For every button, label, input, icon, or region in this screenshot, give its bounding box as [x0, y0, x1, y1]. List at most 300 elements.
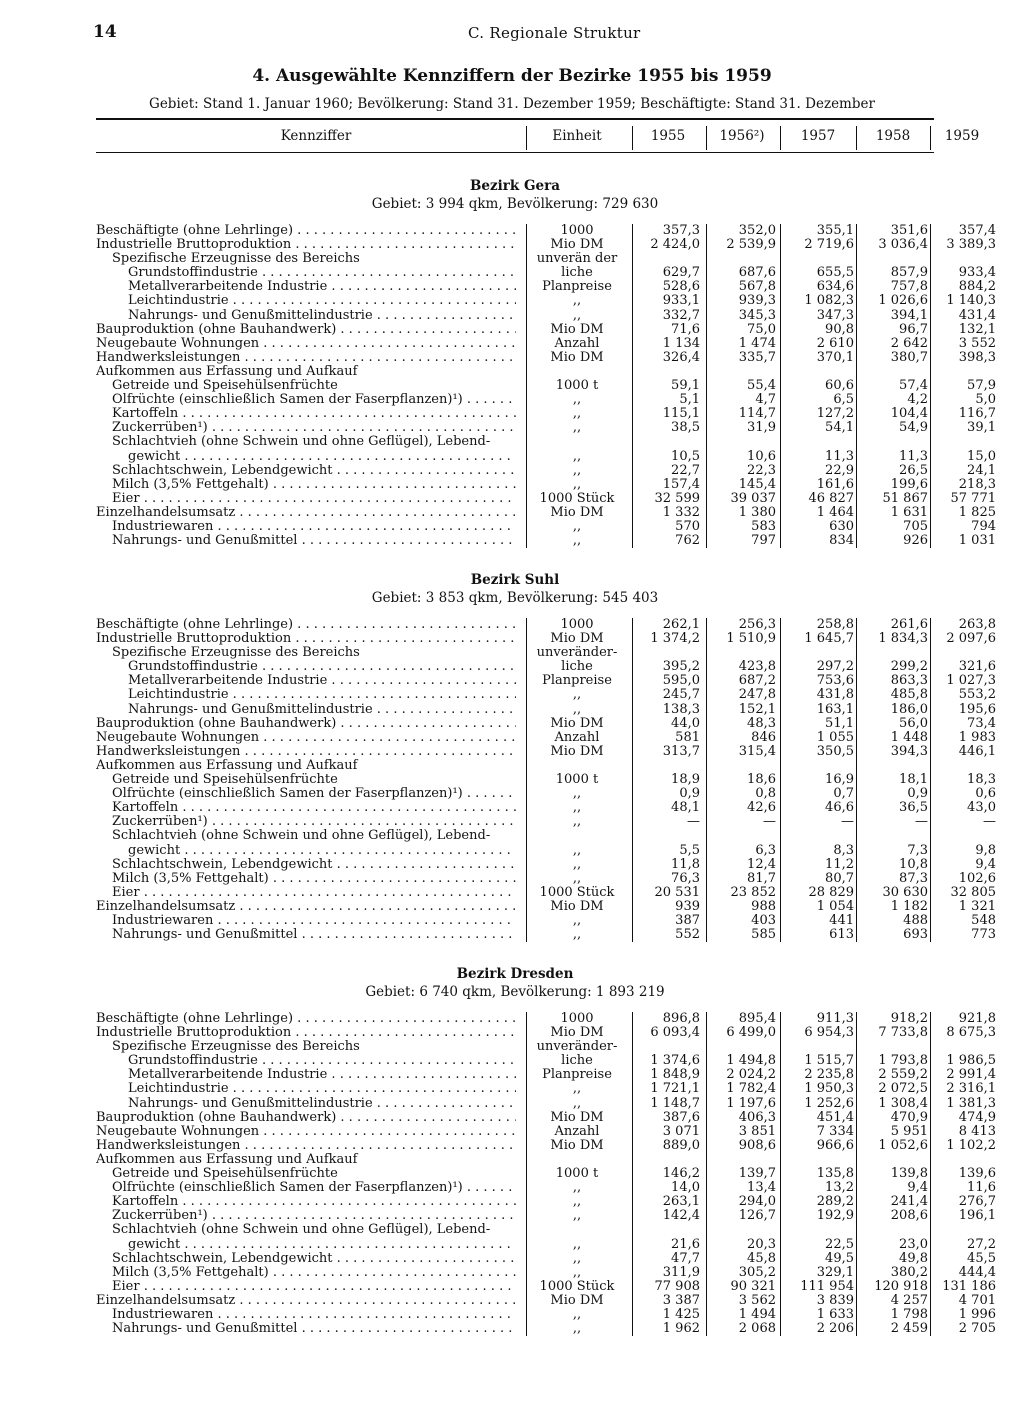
row-value-1958: 261,6	[890, 617, 928, 632]
row-value-1959: 446,1	[958, 743, 996, 759]
row-value-1956: 988	[751, 898, 776, 914]
row-value-1955: 1 721,1	[650, 1081, 700, 1097]
row-value-1959: 1 102,2	[946, 1137, 996, 1153]
row-label: Getreide und Speisehülsenfrüchte	[112, 1167, 338, 1182]
table-row	[96, 476, 996, 492]
row-value-1955: 896,8	[662, 1011, 700, 1026]
row-value-1959: 2 991,4	[946, 1067, 996, 1083]
row-value-1958: 863,3	[890, 673, 928, 689]
table-row	[96, 646, 934, 660]
col-separator	[706, 1012, 707, 1336]
row-value-1955: 44,0	[671, 715, 700, 731]
table-row	[96, 237, 996, 253]
district-name: Bezirk Gera	[470, 178, 560, 194]
col-separator	[780, 126, 781, 150]
row-value-1957: 60,6	[825, 378, 854, 394]
row-value-1956: 81,7	[747, 870, 776, 886]
row-label: Nahrungs- und Genußmittel . . .	[96, 534, 516, 548]
col-separator	[780, 618, 781, 942]
table-row	[96, 1250, 996, 1266]
row-unit: Mio DM	[550, 349, 604, 365]
row-value-1959: 1 381,3	[946, 1095, 996, 1111]
row-value-1959: 27,2	[967, 1236, 996, 1252]
row-value-1956: 3 851	[738, 1123, 776, 1139]
row-value-1956: —	[763, 814, 776, 830]
row-label: Industriewaren . . .	[96, 914, 516, 928]
row-label: Milch (3,5% Fettgehalt) . . .	[96, 872, 516, 886]
row-label: Nahrungs- und Genußmittelindustrie . . .	[96, 1097, 516, 1111]
row-value-1958: 926	[903, 533, 928, 549]
table-row	[96, 659, 996, 675]
row-value-1955: 22,7	[671, 462, 700, 478]
row-value-1956: 687,6	[738, 265, 776, 281]
row-label: Schlachtvieh (ohne Schwein und ohne Geflügel), Lebend-	[112, 435, 491, 450]
col-separator	[706, 126, 707, 150]
row-value-1956: 2 068	[738, 1321, 776, 1337]
table-row	[96, 265, 996, 281]
row-value-1958: 380,2	[890, 1264, 928, 1280]
row-value-1955: 1 134	[662, 335, 700, 351]
row-value-1959: 9,4	[975, 856, 996, 872]
row-value-1958: 693	[903, 927, 928, 943]
row-value-1957: 1 054	[816, 898, 854, 914]
row-value-1957: 16,9	[825, 772, 854, 788]
row-value-1957: 22,5	[825, 1236, 854, 1252]
row-unit: ,,	[572, 842, 582, 858]
table-row	[96, 842, 996, 858]
row-value-1956: 6,3	[755, 842, 776, 858]
row-value-1956: 20,3	[747, 1236, 776, 1252]
row-value-1958: 470,9	[890, 1109, 928, 1125]
table-row	[96, 927, 996, 943]
row-value-1959: 57,9	[967, 378, 996, 394]
row-label: Kartoffeln . . .	[96, 407, 516, 421]
table-row	[96, 223, 996, 238]
row-value-1959: 2 316,1	[946, 1081, 996, 1097]
row-value-1959: 773	[971, 927, 996, 943]
row-value-1958: 11,3	[899, 448, 928, 464]
row-value-1959: 321,6	[958, 659, 996, 675]
row-label: Bauproduktion (ohne Bauhandwerk) . . .	[96, 323, 516, 337]
row-value-1956: 315,4	[738, 743, 776, 759]
row-label: Neugebaute Wohnungen . . .	[96, 1125, 516, 1139]
row-value-1957: 11,3	[825, 448, 854, 464]
row-value-1957: 1 464	[816, 504, 854, 520]
row-label: Grundstoffindustrie . . .	[96, 660, 516, 674]
row-unit: 1000 Stück	[539, 884, 615, 900]
row-label: Eier . . .	[96, 1280, 516, 1294]
table-row	[96, 772, 996, 788]
row-value-1956: 687,2	[738, 673, 776, 689]
row-label: Neugebaute Wohnungen . . .	[96, 731, 516, 745]
row-value-1959: 45,5	[967, 1250, 996, 1266]
row-value-1958: 918,2	[890, 1011, 928, 1026]
row-unit: Planpreise	[542, 1067, 612, 1083]
row-value-1958: 757,8	[890, 279, 928, 295]
table-row	[96, 420, 996, 436]
row-value-1955: 6 093,4	[650, 1025, 700, 1041]
col-kennziffer: Kennziffer	[280, 128, 352, 144]
row-value-1958: 1 798	[890, 1306, 928, 1322]
table-row	[96, 504, 996, 520]
row-label: Aufkommen aus Erfassung und Aufkauf	[96, 364, 358, 379]
row-value-1955: 18,9	[671, 772, 700, 788]
row-label: Schlachtschwein, Lebendgewicht . . .	[96, 858, 516, 872]
table-row	[96, 759, 934, 773]
row-value-1959: 357,4	[958, 223, 996, 238]
row-value-1957: 451,4	[816, 1109, 854, 1125]
row-value-1958: 186,0	[890, 701, 928, 717]
row-label: Spezifische Erzeugnisse des Bereichs	[112, 1040, 360, 1055]
table-row	[96, 800, 996, 816]
row-value-1959: 73,4	[967, 715, 996, 731]
row-value-1958: 199,6	[890, 476, 928, 492]
row-value-1958: 139,8	[890, 1166, 928, 1182]
row-label: Neugebaute Wohnungen . . .	[96, 337, 516, 351]
row-label: Schlachtschwein, Lebendgewicht . . .	[96, 464, 516, 478]
col-1958: 1958	[875, 128, 911, 144]
row-value-1956: 406,3	[738, 1109, 776, 1125]
row-value-1957: —	[841, 814, 854, 830]
row-value-1957: 161,6	[816, 476, 854, 492]
row-value-1959: 474,9	[958, 1109, 996, 1125]
row-value-1956: 1 474	[738, 335, 776, 351]
row-label: Milch (3,5% Fettgehalt) . . .	[96, 478, 516, 492]
row-unit: 1000	[560, 617, 594, 632]
row-value-1959: 24,1	[967, 462, 996, 478]
row-value-1956: 145,4	[738, 476, 776, 492]
row-unit: unveränder-	[536, 1039, 618, 1055]
row-label: Zuckerrüben¹) . . .	[96, 421, 516, 435]
col-separator	[632, 1012, 633, 1336]
row-unit: ,,	[572, 912, 582, 928]
row-value-1958: 380,7	[890, 349, 928, 365]
row-value-1957: 46,6	[825, 800, 854, 816]
table-row	[96, 279, 996, 295]
row-value-1957: 51,1	[825, 715, 854, 731]
row-value-1959: 3 552	[958, 335, 996, 351]
row-unit: ,,	[572, 476, 582, 492]
row-value-1955: 3 387	[662, 1292, 700, 1308]
table-row	[96, 1025, 996, 1041]
row-value-1957: 289,2	[816, 1194, 854, 1210]
row-label: Ölfrüchte (einschließlich Samen der Faserpflanzen)¹) . . .	[96, 393, 516, 407]
row-value-1958: 2 559,2	[878, 1067, 928, 1083]
col-separator	[706, 618, 707, 942]
row-value-1957: 966,6	[816, 1137, 854, 1153]
table-row	[96, 1321, 996, 1337]
table-row	[96, 631, 996, 647]
row-value-1959: 553,2	[958, 687, 996, 703]
row-value-1956: 152,1	[738, 701, 776, 717]
row-value-1958: 87,3	[899, 870, 928, 886]
row-value-1955: 14,0	[671, 1180, 700, 1196]
table-row	[96, 1236, 996, 1252]
row-value-1959: 8 413	[958, 1123, 996, 1139]
row-unit: unveränder-	[536, 645, 618, 661]
row-label: Nahrungs- und Genußmittelindustrie . . .	[96, 703, 516, 717]
row-value-1957: 441	[829, 912, 854, 928]
row-value-1957: 90,8	[825, 321, 854, 337]
row-unit: ,,	[572, 786, 582, 802]
district-rows	[96, 617, 996, 943]
row-label: Beschäftigte (ohne Lehrlinge) . . .	[96, 224, 516, 238]
row-value-1957: 1 515,7	[804, 1053, 854, 1069]
row-unit: ,,	[572, 687, 582, 703]
row-label: Beschäftigte (ohne Lehrlinge) . . .	[96, 618, 516, 632]
row-value-1957: 54,1	[825, 420, 854, 436]
row-value-1956: 908,6	[738, 1137, 776, 1153]
row-unit: ,,	[572, 307, 582, 323]
row-value-1958: 1 631	[890, 504, 928, 520]
table-row	[96, 1081, 996, 1097]
row-unit: ,,	[572, 1194, 582, 1210]
row-value-1957: 634,6	[816, 279, 854, 295]
table-row	[96, 307, 996, 323]
row-value-1959: 431,4	[958, 307, 996, 323]
row-value-1956: 1 510,9	[726, 631, 776, 647]
row-unit: ,,	[572, 1264, 582, 1280]
row-value-1957: 127,2	[816, 406, 854, 422]
row-value-1956: 55,4	[747, 378, 776, 394]
row-value-1957: 2 719,6	[804, 237, 854, 253]
row-label: Grundstoffindustrie . . .	[96, 1054, 516, 1068]
row-value-1955: 889,0	[662, 1137, 700, 1153]
row-value-1955: 5,1	[679, 392, 700, 408]
row-value-1956: 139,7	[738, 1166, 776, 1182]
row-value-1957: 355,1	[816, 223, 854, 238]
row-value-1956: 567,8	[738, 279, 776, 295]
row-value-1958: 394,3	[890, 743, 928, 759]
header-rule	[96, 152, 934, 153]
row-value-1957: 2 235,8	[804, 1067, 854, 1083]
table-row	[96, 406, 996, 422]
table-row	[96, 912, 996, 928]
table-row	[96, 701, 996, 717]
row-value-1955: 311,9	[662, 1264, 700, 1280]
table-title: 4. Ausgewählte Kennziffern der Bezirke 1955 bis 1959	[252, 66, 772, 86]
row-unit: Anzahl	[554, 335, 600, 351]
table-row	[96, 1292, 996, 1308]
row-value-1959: 11,6	[967, 1180, 996, 1196]
row-label: gewicht . . .	[96, 844, 516, 858]
row-unit: 1000	[560, 223, 594, 238]
row-value-1959: 18,3	[967, 772, 996, 788]
row-value-1955: 146,2	[662, 1166, 700, 1182]
col-einheit: Einheit	[552, 128, 602, 144]
row-value-1959: 1 825	[958, 504, 996, 520]
table-row	[96, 293, 996, 309]
row-label: Ölfrüchte (einschließlich Samen der Faserpflanzen)¹) . . .	[96, 787, 516, 801]
row-value-1955: 21,6	[671, 1236, 700, 1252]
row-value-1959: 884,2	[958, 279, 996, 295]
row-value-1957: 6 954,3	[804, 1025, 854, 1041]
row-value-1959: 8 675,3	[946, 1025, 996, 1041]
row-unit: Mio DM	[550, 631, 604, 647]
row-value-1956: 12,4	[747, 856, 776, 872]
row-unit: ,,	[572, 701, 582, 717]
row-unit: Mio DM	[550, 1137, 604, 1153]
row-value-1955: 5,5	[679, 842, 700, 858]
row-value-1959: 218,3	[958, 476, 996, 492]
row-value-1959: 1 996	[958, 1306, 996, 1322]
row-value-1959: 1 983	[958, 729, 996, 745]
table-row	[96, 1040, 934, 1054]
district-info: Gebiet: 6 740 qkm, Bevölkerung: 1 893 219	[365, 984, 665, 1000]
row-value-1958: 3 036,4	[878, 237, 928, 253]
row-value-1957: 163,1	[816, 701, 854, 717]
row-value-1957: 350,5	[816, 743, 854, 759]
row-label: Industrielle Bruttoproduktion . . .	[96, 238, 516, 252]
row-unit: ,,	[572, 856, 582, 872]
row-value-1958: 7 733,8	[878, 1025, 928, 1041]
row-value-1957: 80,7	[825, 870, 854, 886]
row-value-1958: 705	[903, 518, 928, 534]
row-value-1955: 528,6	[662, 279, 700, 295]
row-unit: Mio DM	[550, 743, 604, 759]
row-value-1956: 90 321	[730, 1278, 776, 1294]
row-value-1959: 2 705	[958, 1321, 996, 1337]
row-value-1958: 2 072,5	[878, 1081, 928, 1097]
col-separator	[632, 224, 633, 548]
row-value-1957: 911,3	[816, 1011, 854, 1026]
table-row	[96, 1278, 996, 1294]
table-row	[96, 1095, 996, 1111]
row-unit: ,,	[572, 406, 582, 422]
row-value-1959: 933,4	[958, 265, 996, 281]
row-value-1955: 395,2	[662, 659, 700, 675]
table-row	[96, 533, 996, 549]
row-unit: ,,	[572, 518, 582, 534]
row-value-1955: 1 848,9	[650, 1067, 700, 1083]
row-label: Milch (3,5% Fettgehalt) . . .	[96, 1266, 516, 1280]
row-value-1957: 28 829	[808, 884, 854, 900]
row-label: Leichtindustrie . . .	[96, 294, 516, 308]
table-row	[96, 365, 934, 379]
row-value-1957: 1 252,6	[804, 1095, 854, 1111]
row-value-1955: 138,3	[662, 701, 700, 717]
col-1955: 1955	[650, 128, 686, 144]
row-value-1956: 4,7	[755, 392, 776, 408]
row-label: Bauproduktion (ohne Bauhandwerk) . . .	[96, 717, 516, 731]
table-row	[96, 1109, 996, 1125]
row-value-1957: 370,1	[816, 349, 854, 365]
row-unit: Mio DM	[550, 504, 604, 520]
row-value-1957: 11,2	[825, 856, 854, 872]
table-row	[96, 392, 996, 408]
row-label: Handwerksleistungen . . .	[96, 1139, 516, 1153]
row-value-1956: 939,3	[738, 293, 776, 309]
row-value-1957: 1 633	[816, 1306, 854, 1322]
row-value-1959: 921,8	[958, 1011, 996, 1026]
row-unit: Anzahl	[554, 1123, 600, 1139]
table-row	[96, 1194, 996, 1210]
row-label: Einzelhandelsumsatz . . .	[96, 1294, 516, 1308]
district-rows	[96, 223, 996, 549]
table-row	[96, 1166, 996, 1182]
row-label: Bauproduktion (ohne Bauhandwerk) . . .	[96, 1111, 516, 1125]
row-value-1956: 585	[751, 927, 776, 943]
row-label: Handwerksleistungen . . .	[96, 351, 516, 365]
row-value-1957: 329,1	[816, 1264, 854, 1280]
row-label: Industrielle Bruttoproduktion . . .	[96, 1026, 516, 1040]
row-value-1956: 352,0	[738, 223, 776, 238]
row-value-1956: 48,3	[747, 715, 776, 731]
table-row	[96, 1208, 996, 1224]
row-unit: ,,	[572, 448, 582, 464]
row-value-1959: 195,6	[958, 701, 996, 717]
row-value-1957: 3 839	[816, 1292, 854, 1308]
row-label: Schlachtschwein, Lebendgewicht . . .	[96, 1252, 516, 1266]
col-separator	[856, 126, 857, 150]
col-separator	[930, 1012, 931, 1336]
row-label: Eier . . .	[96, 492, 516, 506]
table-row	[96, 1137, 996, 1153]
table-row	[96, 743, 996, 759]
col-separator	[856, 618, 857, 942]
row-unit: ,,	[572, 1081, 582, 1097]
table-row	[96, 252, 934, 266]
row-value-1958: 4,2	[907, 392, 928, 408]
row-value-1957: 613	[829, 927, 854, 943]
col-separator	[706, 224, 707, 548]
row-value-1955: 48,1	[671, 800, 700, 816]
row-value-1958: 26,5	[899, 462, 928, 478]
row-value-1959: 102,6	[958, 870, 996, 886]
row-value-1957: 8,3	[833, 842, 854, 858]
row-value-1958: 857,9	[890, 265, 928, 281]
row-unit: Mio DM	[550, 898, 604, 914]
row-label: gewicht . . .	[96, 1238, 516, 1252]
row-label: Metallverarbeitende Industrie . . .	[96, 280, 516, 294]
row-value-1956: 345,3	[738, 307, 776, 323]
row-label: Einzelhandelsumsatz . . .	[96, 900, 516, 914]
row-unit: ,,	[572, 814, 582, 830]
row-value-1956: 895,4	[738, 1011, 776, 1026]
row-value-1956: 846	[751, 729, 776, 745]
row-value-1955: 47,7	[671, 1250, 700, 1266]
row-value-1956: 335,7	[738, 349, 776, 365]
row-value-1958: 488	[903, 912, 928, 928]
row-value-1956: 3 562	[738, 1292, 776, 1308]
table-row	[96, 1180, 996, 1196]
row-value-1958: 5 951	[890, 1123, 928, 1139]
row-value-1956: 6 499,0	[726, 1025, 776, 1041]
row-unit: ,,	[572, 927, 582, 943]
row-value-1956: 31,9	[747, 420, 776, 436]
row-value-1955: 157,4	[662, 476, 700, 492]
row-unit: Mio DM	[550, 715, 604, 731]
row-label: Getreide und Speisehülsenfrüchte	[112, 379, 338, 394]
table-row	[96, 1223, 934, 1237]
table-row	[96, 462, 996, 478]
row-label: Nahrungs- und Genußmittel . . .	[96, 1322, 516, 1336]
row-value-1955: 142,4	[662, 1208, 700, 1224]
row-value-1958: 7,3	[907, 842, 928, 858]
row-value-1955: 552	[675, 927, 700, 943]
row-unit: Mio DM	[550, 321, 604, 337]
row-value-1957: 2 206	[816, 1321, 854, 1337]
row-value-1958: 208,6	[890, 1208, 928, 1224]
row-label: Kartoffeln . . .	[96, 801, 516, 815]
row-value-1958: 56,0	[899, 715, 928, 731]
row-label: Getreide und Speisehülsenfrüchte	[112, 773, 338, 788]
row-value-1955: 77 908	[654, 1278, 700, 1294]
row-label: Schlachtvieh (ohne Schwein und ohne Geflügel), Lebend-	[112, 1223, 491, 1238]
district-name: Bezirk Dresden	[456, 966, 574, 982]
row-value-1956: 403	[751, 912, 776, 928]
row-value-1955: 11,8	[671, 856, 700, 872]
